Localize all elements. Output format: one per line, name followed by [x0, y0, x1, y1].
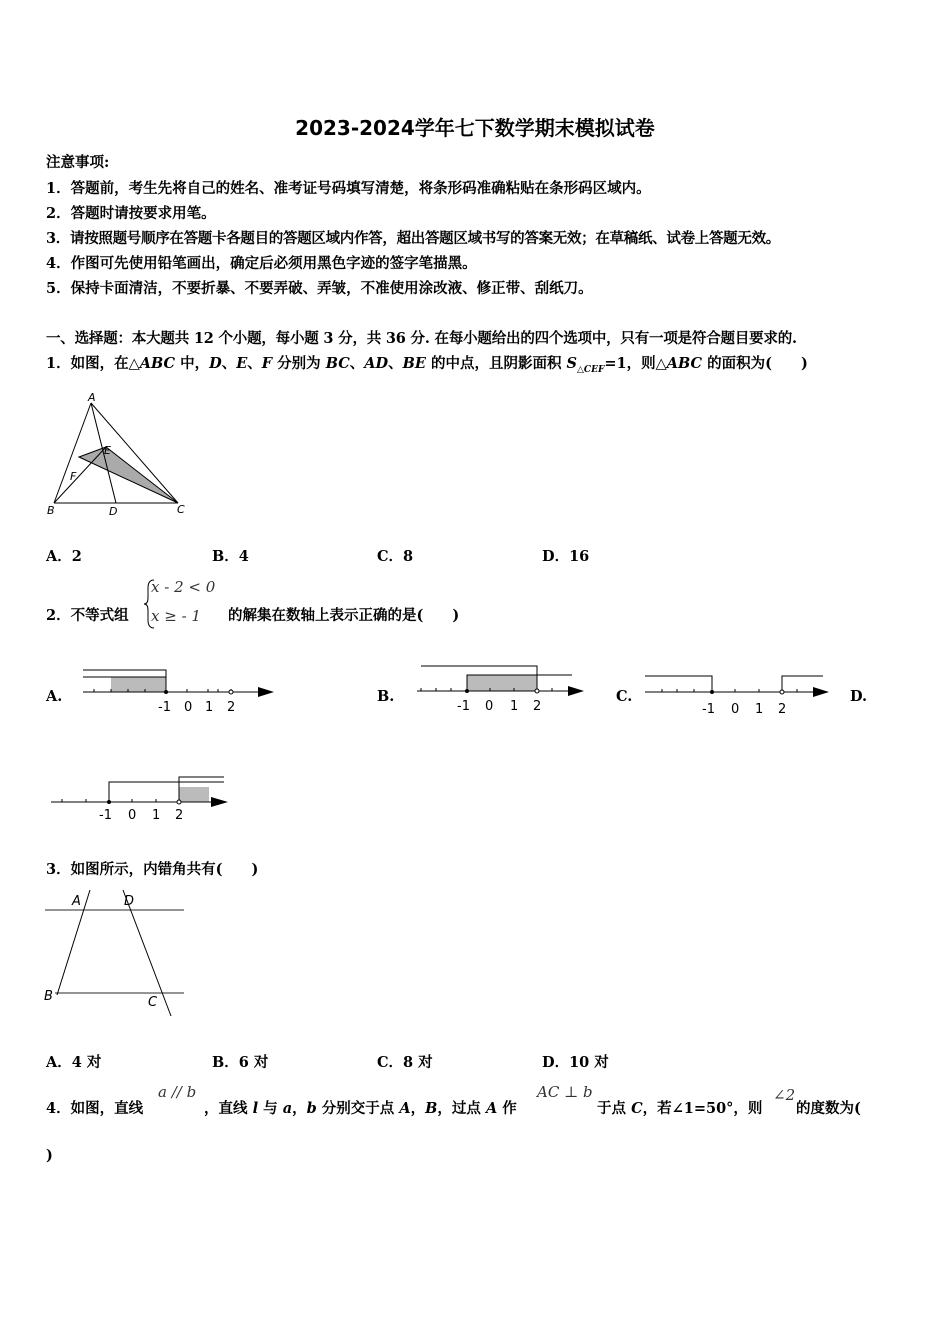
q1-option-a[interactable]: A．2 — [46, 548, 82, 565]
figure-label: A — [72, 894, 81, 909]
inequality-2: x ≥ - 1 — [151, 607, 201, 625]
q3-option-b[interactable]: B．6 对 — [212, 1054, 269, 1071]
figure-label: C — [148, 995, 158, 1010]
tick-label: 0 — [184, 700, 193, 715]
svg-text:-1: -1 — [702, 702, 715, 717]
svg-text:1: 1 — [152, 808, 161, 823]
q1-option-b[interactable]: B．4 — [212, 548, 249, 565]
question-4-part3: 于点 C，若∠1=50°，则 — [597, 1100, 763, 1117]
q1-option-c[interactable]: C．8 — [377, 548, 414, 565]
tick-label: 2 — [227, 700, 236, 715]
q1-option-d[interactable]: D．16 — [542, 548, 590, 565]
figure-label: E — [104, 444, 111, 457]
svg-text:0: 0 — [128, 808, 137, 823]
math-parallel: a // b — [158, 1083, 197, 1101]
figure-label: D — [109, 505, 118, 518]
page-title: 2023-2024学年七下数学期末模拟试卷 — [295, 116, 655, 140]
svg-text:2: 2 — [533, 699, 542, 714]
question-3-text: 3．如图所示，内错角共有( ) — [46, 861, 259, 878]
notice-item: 3．请按照题号顺序在答题卡各题目的答题区域内作答，超出答题区域书写的答案无效；在草稿纸、试卷上答题无效。 — [46, 230, 780, 247]
question-4-part1: 4．如图，直线 — [46, 1100, 144, 1117]
question-4-close: ) — [46, 1147, 53, 1164]
svg-text:2: 2 — [175, 808, 184, 823]
number-line-c — [640, 666, 835, 721]
figure-label: F — [70, 470, 77, 483]
q3-option-c[interactable]: C．8 对 — [377, 1054, 433, 1071]
q2-option-a-label[interactable]: A. — [46, 688, 63, 705]
tick-label: -1 — [158, 700, 171, 715]
svg-text:1: 1 — [755, 702, 764, 717]
number-line-d — [48, 772, 238, 827]
section-heading: 一、选择题：本大题共 12 个小题，每小题 3 分，共 36 分. 在每小题给出的四个选项中，只有一项是符合题目要求的. — [46, 330, 797, 347]
number-line-a — [80, 662, 280, 717]
q3-option-a[interactable]: A．4 对 — [46, 1054, 102, 1071]
svg-text:-1: -1 — [457, 699, 470, 714]
question-4-part4: 的度数为( — [796, 1100, 861, 1117]
figure-label: C — [177, 503, 185, 516]
svg-text:1: 1 — [510, 699, 519, 714]
notice-item: 5．保持卡面清洁，不要折暴、不要弄破、弄皱，不准使用涂改液、修正带、刮纸刀。 — [46, 280, 593, 297]
number-line-b — [412, 660, 597, 715]
math-perpendicular: AC ⊥ b — [537, 1083, 593, 1101]
inequality-1: x - 2 < 0 — [151, 578, 216, 596]
notice-heading: 注意事项: — [46, 154, 110, 171]
figure-label: B — [47, 504, 55, 517]
lines-figure — [40, 888, 190, 1020]
q2-option-c-label[interactable]: C. — [616, 688, 633, 705]
figure-label: A — [88, 391, 96, 404]
question-1-text: 1．如图，在△ABC 中，D、E、F 分别为 BC、AD、BE 的中点，且阴影面积 $S_{\triangle CEF}=1$，则△ABC 的面积为( ) — [46, 355, 808, 375]
figure-label: D — [124, 894, 135, 909]
q2-option-d-label[interactable]: D. — [850, 688, 868, 705]
question-4-part2: ，直线 l 与 a，b 分别交于点 A，B，过点 A 作 — [204, 1100, 517, 1117]
tick-label: 1 — [205, 700, 214, 715]
svg-text:0: 0 — [731, 702, 740, 717]
figure-label: B — [44, 989, 53, 1004]
svg-text:2: 2 — [778, 702, 787, 717]
notice-item: 4．作图可先使用铅笔画出，确定后必须用黑色字迹的签字笔描黑。 — [46, 255, 477, 272]
triangle-figure — [44, 390, 204, 520]
notice-item: 2．答题时请按要求用笔。 — [46, 205, 216, 222]
svg-text:0: 0 — [485, 699, 494, 714]
question-2-prefix: 2．不等式组 — [46, 607, 129, 624]
question-2-suffix: 的解集在数轴上表示正确的是( ) — [228, 607, 460, 624]
math-angle-2: ∠2 — [773, 1086, 796, 1104]
notice-item: 1．答题前，考生先将自己的姓名、准考证号码填写清楚，将条形码准确粘贴在条形码区域内。 — [46, 180, 651, 197]
q2-option-b-label[interactable]: B. — [377, 688, 395, 705]
q3-option-d[interactable]: D．10 对 — [542, 1054, 609, 1071]
svg-text:-1: -1 — [99, 808, 112, 823]
